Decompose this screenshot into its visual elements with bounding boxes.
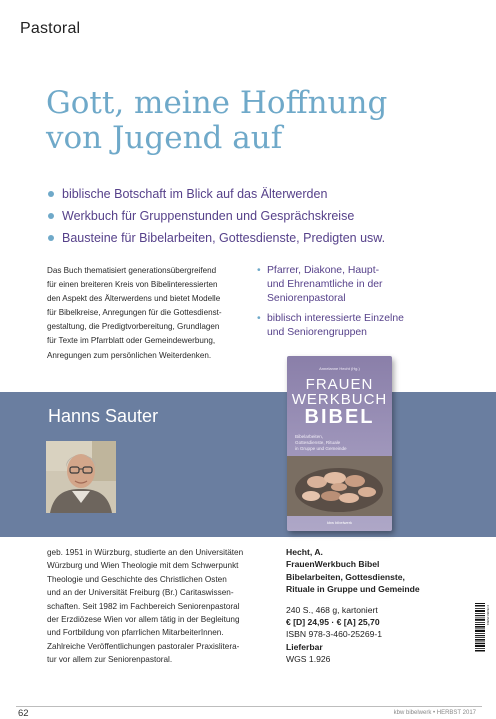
- description-line: gestaltung, die Predigtvorbereitung, Grundlagen: [47, 322, 220, 332]
- audience-line: Pfarrer, Diakone, Haupt-: [267, 265, 380, 276]
- audience-line: und Ehrenamtliche in der: [267, 279, 383, 290]
- bio-line: und Fortbildung von pfarrlichen MitarbeiterInnen.: [47, 628, 224, 638]
- feature-item: biblische Botschaft im Blick auf das Älterwerden: [48, 183, 385, 205]
- book-subtitle: [295, 434, 385, 452]
- feature-list: [48, 183, 385, 249]
- detail-subtitle: Rituale in Gruppe und Gemeinde: [286, 584, 420, 595]
- bio-line: schaften. Seit 1982 im Fachbereich Seniorenpastoral: [47, 601, 240, 611]
- description: [47, 264, 247, 363]
- page-title: [46, 86, 466, 156]
- footer-rule: [16, 706, 482, 707]
- hands-illustration: [287, 456, 392, 516]
- detail-title: FrauenWerkbuch Bibel: [286, 559, 380, 570]
- description-line: Das Buch thematisiert generationsübergreifend: [47, 266, 217, 275]
- bio-line: tur vor allem zur Seniorenpastoral.: [47, 655, 173, 665]
- detail-isbn: ISBN 978-3-460-25269-1: [286, 629, 383, 640]
- bio-line: Würzburg und Wien Theologie mit dem Schwerpunkt: [47, 561, 239, 571]
- book-subtitle-line: in Gruppe und Gemeinde: [295, 446, 347, 451]
- description-line: für Texte im Pfarrblatt oder Gemeindewerbung,: [47, 336, 216, 346]
- spacer: [286, 596, 466, 604]
- description-line: Anregungen zum persönlichen Weiterdenken.: [47, 350, 212, 360]
- title-line: von Jugend auf: [46, 120, 283, 156]
- book-title-line: WERKBUCH: [291, 391, 388, 408]
- footer-imprint: kbw bibelwerk • HERBST 2017: [393, 710, 476, 716]
- detail-author: Hecht, A.: [286, 547, 323, 557]
- author-photo: [46, 441, 116, 513]
- detail-price: € [D] 24,95 · € [A] 25,70: [286, 617, 380, 628]
- detail-status: Lieferbar: [286, 641, 323, 652]
- book-subtitle-line: Bibelarbeiten,: [295, 434, 324, 439]
- bio-line: der Erzdiözese Wien vor allem tätig in der Begleitung: [47, 615, 240, 625]
- section-label: Pastoral: [20, 20, 81, 37]
- audience-line: und Seniorengruppen: [267, 327, 367, 338]
- audience-line: biblisch interessierte Einzelne: [267, 313, 404, 324]
- description-line: für Bibelkreise, Anregungen für die Gottesdienst-: [47, 308, 222, 318]
- bio-line: geb. 1951 in Würzburg, studierte an den Universitäten: [47, 548, 244, 557]
- book-publisher: kbw bibelwerk: [326, 520, 353, 525]
- book-editor: Annelanne Hecht (Hg.): [319, 366, 360, 371]
- bio-line: und an der Universität Freiburg (Br.) Caritaswissen-: [47, 588, 234, 598]
- book-title-line: BIBEL: [304, 406, 375, 428]
- book-cover: [287, 356, 392, 531]
- author-bio: [47, 546, 277, 667]
- author-name: Hanns Sauter: [48, 406, 159, 426]
- detail-format: 240 S., 468 g, kartoniert: [286, 604, 378, 615]
- detail-wgs: WGS 1.926: [286, 654, 331, 665]
- audience-item: [257, 312, 417, 340]
- bio-line: Zahlreiche Veröffentlichungen pastoraler Praxislitera-: [47, 641, 240, 651]
- description-line: für einen breiteren Kreis von Bibelinteressierten: [47, 280, 218, 290]
- audience-item: [257, 264, 417, 306]
- page-number: 62: [18, 708, 29, 719]
- audience-line: Seniorenpastoral: [267, 293, 346, 304]
- audience-list: [257, 264, 417, 346]
- book-title-line: FRAUEN: [305, 376, 374, 393]
- description-line: den Aspekt des Älterwerdens und bietet Modelle: [47, 294, 221, 304]
- bio-line: Theologie und Geschichte des Christlichen Osten: [47, 574, 227, 584]
- detail-subtitle: Bibelarbeiten, Gottesdienste,: [286, 571, 405, 582]
- book-details: [286, 546, 466, 666]
- book-subtitle-line: Gottesdienste, Rituale: [295, 440, 341, 445]
- feature-item: Werkbuch für Gruppenstunden und Gesprächskreise: [48, 205, 385, 227]
- barcode: [475, 603, 489, 653]
- feature-item: Bausteine für Bibelarbeiten, Gottesdienste, Predigten usw.: [48, 227, 385, 249]
- barcode-text: 9 783460 252691: [486, 605, 489, 626]
- title-line: Gott, meine Hoffnung: [46, 85, 388, 121]
